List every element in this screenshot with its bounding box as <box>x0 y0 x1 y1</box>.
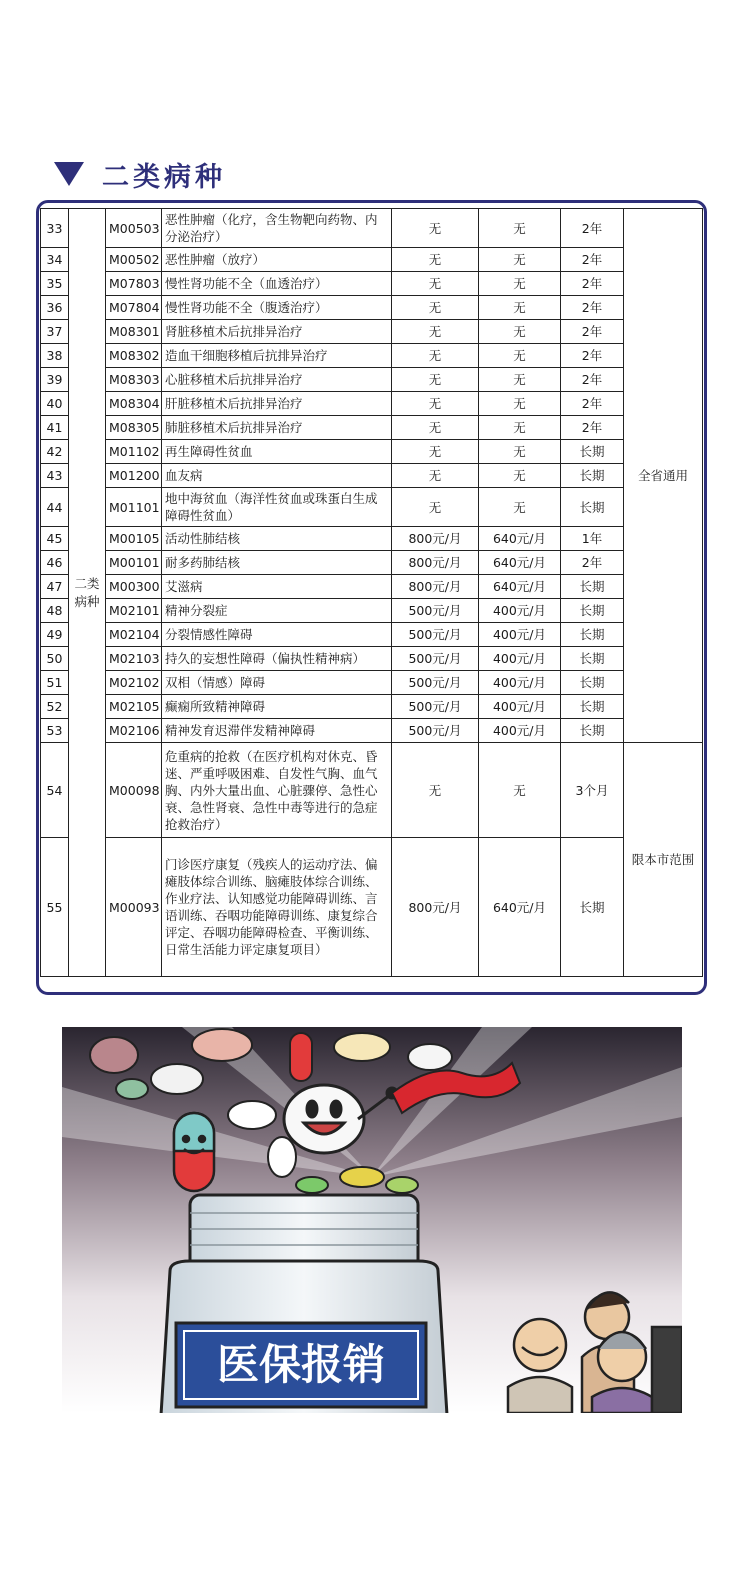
row-number: 47 <box>41 575 69 599</box>
disease-name: 慢性肾功能不全（血透治疗） <box>162 272 392 296</box>
validity-period: 2年 <box>561 392 624 416</box>
bottle-label: 医保报销 <box>216 1340 386 1389</box>
validity-period: 2年 <box>561 551 624 575</box>
limit-value-1: 无 <box>392 296 479 320</box>
validity-period: 长期 <box>561 488 624 527</box>
limit-value-2: 400元/月 <box>479 719 561 743</box>
limit-value-1: 800元/月 <box>392 575 479 599</box>
row-number: 52 <box>41 695 69 719</box>
limit-value-1: 500元/月 <box>392 647 479 671</box>
limit-value-2: 400元/月 <box>479 671 561 695</box>
limit-value-2: 640元/月 <box>479 527 561 551</box>
disease-code: M02105 <box>106 695 162 719</box>
disease-name: 肾脏移植术后抗排异治疗 <box>162 320 392 344</box>
table-row <box>41 599 703 623</box>
limit-value-2: 640元/月 <box>479 838 561 977</box>
disease-code: M00098 <box>106 743 162 838</box>
row-number: 46 <box>41 551 69 575</box>
row-number: 37 <box>41 320 69 344</box>
validity-period: 2年 <box>561 320 624 344</box>
disease-code: M08303 <box>106 368 162 392</box>
table-row <box>41 440 703 464</box>
disease-name: 门诊医疗康复（残疾人的运动疗法、偏瘫肢体综合训练、脑瘫肢体综合训练、作业疗法、认知感觉功能障碍训练、言语训练、吞咽功能障碍训练、康复综合评定、吞咽功能障碍检查、平衡训练、日常生活能力评定康复项目） <box>162 838 392 977</box>
table-row <box>41 344 703 368</box>
validity-period: 长期 <box>561 599 624 623</box>
disease-name: 艾滋病 <box>162 575 392 599</box>
row-number: 44 <box>41 488 69 527</box>
table-row <box>41 527 703 551</box>
table-row <box>41 488 703 527</box>
validity-period: 2年 <box>561 248 624 272</box>
row-number: 40 <box>41 392 69 416</box>
disease-name: 持久的妄想性障碍（偏执性精神病） <box>162 647 392 671</box>
disease-code: M08302 <box>106 344 162 368</box>
limit-value-1: 无 <box>392 368 479 392</box>
disease-name: 耐多药肺结核 <box>162 551 392 575</box>
limit-value-2: 400元/月 <box>479 647 561 671</box>
validity-period: 1年 <box>561 527 624 551</box>
table-row <box>41 647 703 671</box>
disease-code: M02106 <box>106 719 162 743</box>
disease-code: M01102 <box>106 440 162 464</box>
disease-name: 分裂情感性障碍 <box>162 623 392 647</box>
table-row <box>41 296 703 320</box>
validity-period: 2年 <box>561 272 624 296</box>
limit-value-1: 无 <box>392 248 479 272</box>
disease-code: M01101 <box>106 488 162 527</box>
disease-code: M08305 <box>106 416 162 440</box>
disease-name: 癫痫所致精神障碍 <box>162 695 392 719</box>
table-row <box>41 575 703 599</box>
limit-value-2: 640元/月 <box>479 551 561 575</box>
disease-name: 精神发育迟滞伴发精神障碍 <box>162 719 392 743</box>
table-row <box>41 671 703 695</box>
disease-code: M00502 <box>106 248 162 272</box>
limit-value-1: 500元/月 <box>392 671 479 695</box>
limit-value-1: 无 <box>392 488 479 527</box>
section-heading <box>54 152 226 196</box>
table-row <box>41 623 703 647</box>
table-row <box>41 209 703 248</box>
limit-value-2: 无 <box>479 344 561 368</box>
row-number: 50 <box>41 647 69 671</box>
limit-value-2: 无 <box>479 209 561 248</box>
validity-period: 长期 <box>561 838 624 977</box>
row-number: 41 <box>41 416 69 440</box>
limit-value-2: 无 <box>479 743 561 838</box>
disease-name: 活动性肺结核 <box>162 527 392 551</box>
section-title: 二类病种 <box>102 161 226 193</box>
table-row <box>41 272 703 296</box>
limit-value-1: 无 <box>392 440 479 464</box>
validity-period: 长期 <box>561 671 624 695</box>
validity-period: 2年 <box>561 368 624 392</box>
disease-name: 双相（情感）障碍 <box>162 671 392 695</box>
limit-value-2: 无 <box>479 464 561 488</box>
validity-period: 2年 <box>561 209 624 248</box>
scope-city-only: 限本市范围 <box>624 743 703 977</box>
disease-name: 危重病的抢救（在医疗机构对休克、昏迷、严重呼吸困难、自发性气胸、血气胸、内外大量出血、心脏骤停、急性心衰、急性肾衰、急性中毒等进行的急症抢救治疗） <box>162 743 392 838</box>
limit-value-1: 500元/月 <box>392 623 479 647</box>
table-row <box>41 392 703 416</box>
disease-table <box>40 208 703 977</box>
limit-value-2: 400元/月 <box>479 695 561 719</box>
scope-all-province: 全省通用 <box>624 209 703 743</box>
disease-name: 血友病 <box>162 464 392 488</box>
row-number: 53 <box>41 719 69 743</box>
disease-code: M00101 <box>106 551 162 575</box>
validity-period: 2年 <box>561 296 624 320</box>
table-row <box>41 320 703 344</box>
limit-value-2: 无 <box>479 272 561 296</box>
limit-value-1: 无 <box>392 320 479 344</box>
table-row <box>41 248 703 272</box>
disease-name: 恶性肿瘤（放疗） <box>162 248 392 272</box>
row-number: 54 <box>41 743 69 838</box>
row-number: 36 <box>41 296 69 320</box>
row-number: 33 <box>41 209 69 248</box>
limit-value-2: 无 <box>479 296 561 320</box>
limit-value-1: 800元/月 <box>392 838 479 977</box>
limit-value-2: 400元/月 <box>479 623 561 647</box>
validity-period: 长期 <box>561 695 624 719</box>
validity-period: 3个月 <box>561 743 624 838</box>
table-row <box>41 719 703 743</box>
disease-code: M00503 <box>106 209 162 248</box>
validity-period: 长期 <box>561 440 624 464</box>
limit-value-2: 无 <box>479 368 561 392</box>
category-cell: 二类病种 <box>69 209 106 977</box>
limit-value-1: 无 <box>392 209 479 248</box>
disease-code: M07803 <box>106 272 162 296</box>
disease-code: M00300 <box>106 575 162 599</box>
disease-code: M08304 <box>106 392 162 416</box>
limit-value-1: 800元/月 <box>392 551 479 575</box>
validity-period: 2年 <box>561 416 624 440</box>
table-row <box>41 551 703 575</box>
limit-value-2: 无 <box>479 488 561 527</box>
disease-name: 肝脏移植术后抗排异治疗 <box>162 392 392 416</box>
disease-code: M02103 <box>106 647 162 671</box>
limit-value-1: 无 <box>392 743 479 838</box>
disease-code: M01200 <box>106 464 162 488</box>
row-number: 51 <box>41 671 69 695</box>
row-number: 45 <box>41 527 69 551</box>
row-number: 35 <box>41 272 69 296</box>
disease-name: 再生障碍性贫血 <box>162 440 392 464</box>
disease-name: 精神分裂症 <box>162 599 392 623</box>
disease-name: 肺脏移植术后抗排异治疗 <box>162 416 392 440</box>
limit-value-1: 500元/月 <box>392 695 479 719</box>
row-number: 48 <box>41 599 69 623</box>
limit-value-2: 无 <box>479 440 561 464</box>
disease-name: 慢性肾功能不全（腹透治疗） <box>162 296 392 320</box>
limit-value-1: 500元/月 <box>392 719 479 743</box>
limit-value-2: 无 <box>479 320 561 344</box>
row-number: 49 <box>41 623 69 647</box>
disease-name: 地中海贫血（海洋性贫血或珠蛋白生成障碍性贫血） <box>162 488 392 527</box>
validity-period: 长期 <box>561 719 624 743</box>
table-row <box>41 416 703 440</box>
disease-code: M07804 <box>106 296 162 320</box>
limit-value-1: 800元/月 <box>392 527 479 551</box>
limit-value-2: 无 <box>479 416 561 440</box>
disease-code: M00093 <box>106 838 162 977</box>
disease-name: 心脏移植术后抗排异治疗 <box>162 368 392 392</box>
disease-name: 恶性肿瘤（化疗，含生物靶向药物、内分泌治疗） <box>162 209 392 248</box>
limit-value-2: 640元/月 <box>479 575 561 599</box>
table-row <box>41 368 703 392</box>
limit-value-2: 400元/月 <box>479 599 561 623</box>
table-row <box>41 743 703 838</box>
limit-value-1: 无 <box>392 272 479 296</box>
row-number: 38 <box>41 344 69 368</box>
disease-code: M08301 <box>106 320 162 344</box>
disease-name: 造血干细胞移植后抗排异治疗 <box>162 344 392 368</box>
limit-value-1: 无 <box>392 392 479 416</box>
disease-code: M02102 <box>106 671 162 695</box>
row-number: 34 <box>41 248 69 272</box>
validity-period: 长期 <box>561 575 624 599</box>
limit-value-2: 无 <box>479 248 561 272</box>
disease-code: M00105 <box>106 527 162 551</box>
limit-value-1: 500元/月 <box>392 599 479 623</box>
row-number: 43 <box>41 464 69 488</box>
table-row <box>41 838 703 977</box>
row-number: 42 <box>41 440 69 464</box>
validity-period: 长期 <box>561 647 624 671</box>
triangle-marker-icon <box>54 162 84 186</box>
disease-code: M02101 <box>106 599 162 623</box>
validity-period: 长期 <box>561 623 624 647</box>
validity-period: 2年 <box>561 344 624 368</box>
validity-period: 长期 <box>561 464 624 488</box>
row-number: 55 <box>41 838 69 977</box>
row-number: 39 <box>41 368 69 392</box>
limit-value-1: 无 <box>392 416 479 440</box>
disease-code: M02104 <box>106 623 162 647</box>
table-row <box>41 695 703 719</box>
limit-value-1: 无 <box>392 344 479 368</box>
medical-insurance-illustration <box>62 1027 682 1413</box>
limit-value-2: 无 <box>479 392 561 416</box>
table-row <box>41 464 703 488</box>
limit-value-1: 无 <box>392 464 479 488</box>
